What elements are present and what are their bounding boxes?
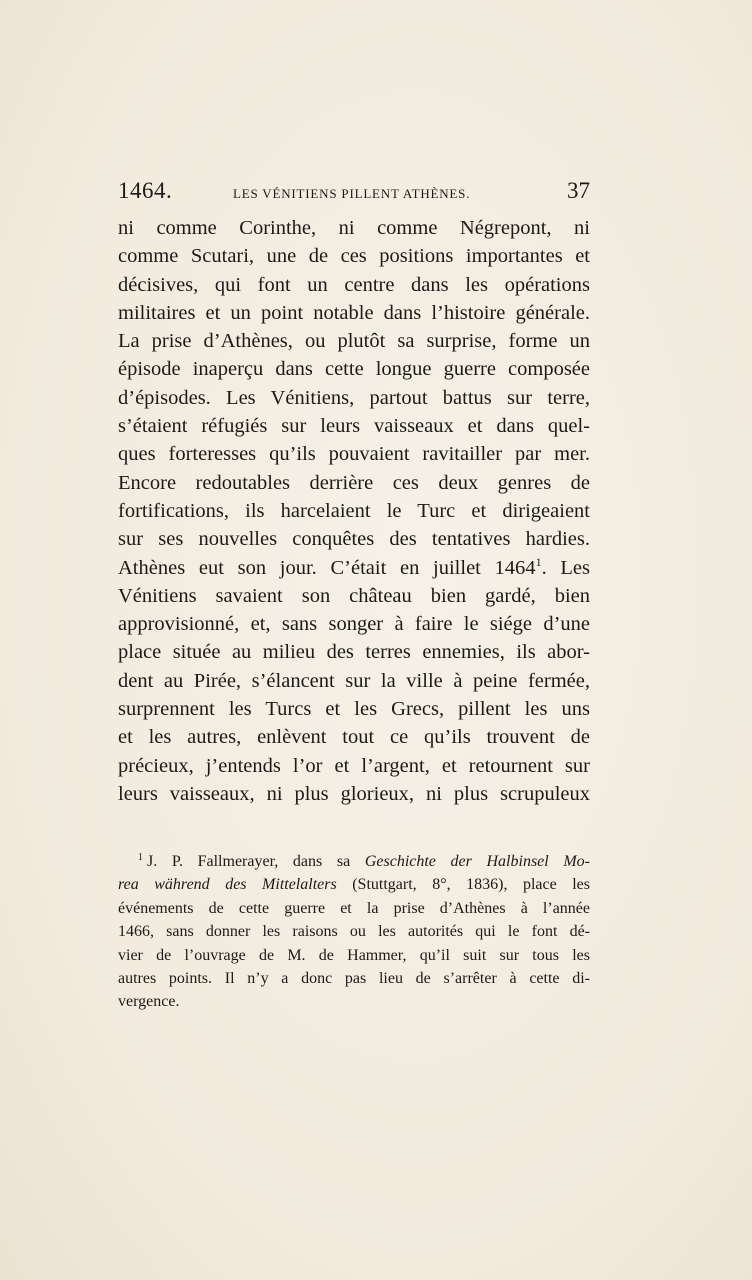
text-line-7: d’épisodes. Les Vénitiens, partout battus sur terre, [118, 386, 590, 409]
text-line-3: décisives, qui font un centre dans les opérations [118, 273, 590, 296]
main-text [118, 214, 590, 808]
text-line-10: Encore redoutables derrière ces deux genres de [118, 471, 590, 494]
footnote-line-1 [118, 850, 590, 873]
footnote-book-title-part-2: rea während des Mittelalters [118, 876, 337, 894]
footnote-line-2 [118, 873, 590, 896]
text-line-15: approvisionné, et, sans songer à faire le siége d’une [118, 613, 590, 636]
footnote-line-6: autres points. Il n’y a donc pas lieu de s’arrêter à cette di- [118, 969, 590, 987]
footnote-mark: 1 [138, 851, 143, 863]
text-line-9: ques forteresses qu’ils pouvaient ravitailler par mer. [118, 443, 590, 466]
text-line-13-tail: . Les [541, 556, 590, 579]
text-line-2: comme Scutari, une de ces positions importantes et [118, 245, 590, 268]
footnote [118, 850, 590, 1014]
text-line-18: surprennent les Turcs et les Grecs, pillent les uns [118, 698, 590, 721]
text-line-12: sur ses nouvelles conquêtes des tentatives hardies. [118, 528, 590, 551]
footnote-book-title-part-1: Geschichte der Halbinsel Mo- [364, 853, 591, 870]
text-line-1: ni comme Corinthe, ni comme Négrepont, ni [118, 217, 590, 239]
text-line-4: militaires et un point notable dans l’histoire générale. [118, 301, 590, 324]
footnote-line-4: 1466, sans donner les raisons ou les autorités qui le font dé- [118, 923, 590, 941]
running-head-year: 1464. [118, 178, 173, 203]
footnote-line-1-text: J. P. Fallmerayer, dans sa [147, 853, 365, 870]
footnote-reference[interactable]: 1 [535, 554, 542, 569]
text-line-20: précieux, j’entends l’or et l’argent, et retournent sur [118, 754, 590, 777]
footnote-line-3: événements de cette guerre et la prise d’Athènes à l’année [118, 899, 590, 917]
text-line-6: épisode inaperçu dans cette longue guerre composée [118, 358, 590, 381]
text-line-8: s’étaient réfugiés sur leurs vaisseaux et dans quel- [118, 415, 590, 438]
footnote-line-5: vier de l’ouvrage de M. de Hammer, qu’il suit sur tous les [118, 946, 590, 964]
text-line-19: et les autres, enlèvent tout ce qu’ils trouvent de [118, 726, 590, 749]
footnote-line-7: vergence. [118, 993, 180, 1011]
text-line-11: fortifications, ils harcelaient le Turc et dirigeaient [118, 499, 590, 522]
text-line-17: dent au Pirée, s’élancent sur la ville à peine fermée, [118, 669, 590, 692]
text-line-14: Vénitiens savaient son château bien gardé, bien [118, 584, 590, 607]
footnote-line-2-text: (Stuttgart, 8°, 1836), place les [336, 876, 591, 894]
text-line-5: La prise d’Athènes, ou plutôt sa surprise, forme un [118, 330, 590, 353]
text-line-13-main: Athènes eut son jour. C’était en juillet 1464 [118, 556, 536, 579]
running-head [118, 178, 590, 210]
text-line-21: leurs vaisseaux, ni plus glorieux, ni plus scrupuleux [118, 782, 590, 805]
text-line-13 [118, 554, 590, 582]
running-head-title: LES VÉNITIENS PILLENT ATHÈNES. [232, 186, 471, 201]
text-line-16: place située au milieu des terres ennemies, ils abor- [118, 641, 590, 664]
page-number: 37 [566, 178, 590, 203]
